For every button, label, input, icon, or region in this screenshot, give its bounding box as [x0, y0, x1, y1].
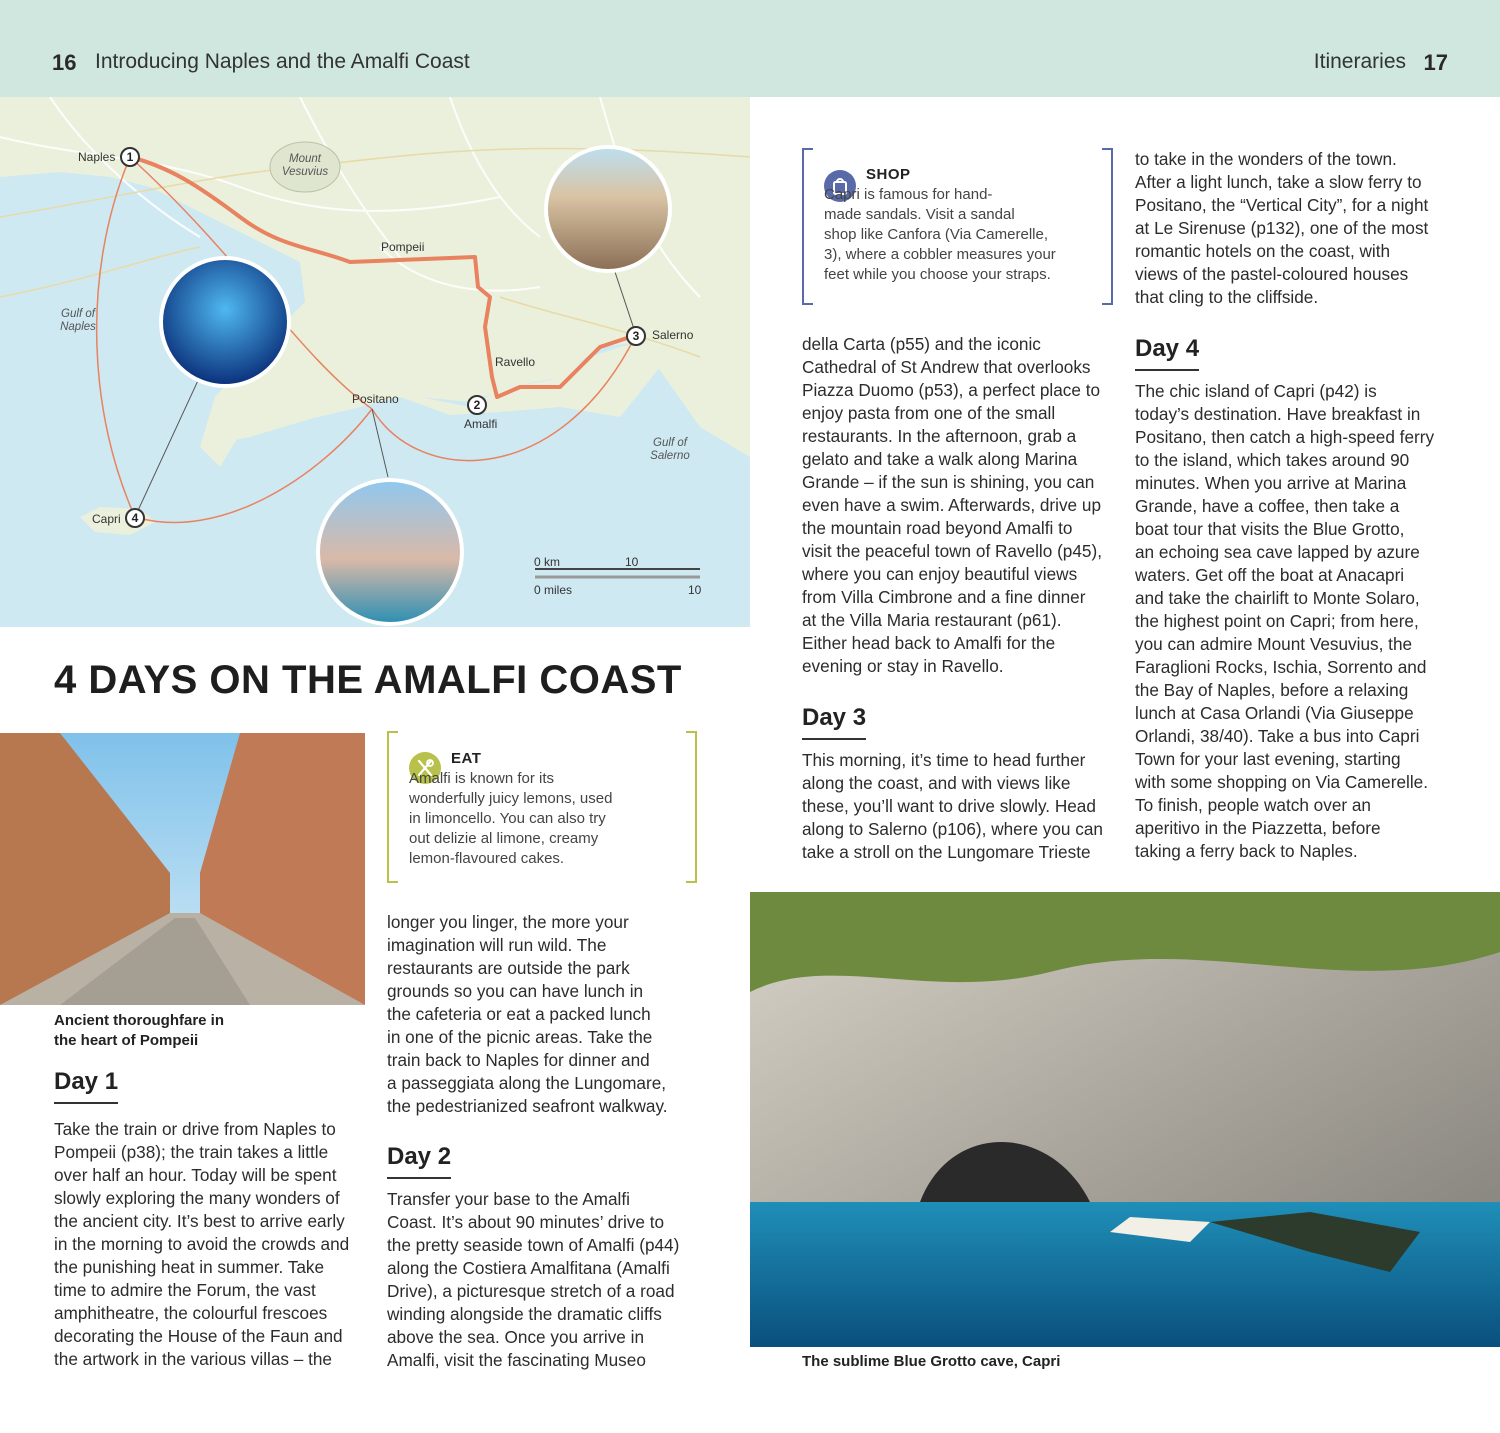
map-pin-4: 4 [125, 508, 145, 528]
day2-heading [387, 1143, 451, 1179]
map-label-positano: Positano [352, 392, 399, 406]
scale-km-label: 0 km [534, 555, 561, 569]
map-label-salerno: Salerno [652, 328, 694, 342]
day1-heading [54, 1068, 118, 1104]
shop-bracket-left [802, 148, 814, 305]
eat-box-text: Amalfi is known for its wonderfully juicy lemons, used in limoncello. You can also try out delizie al limone, creamy lemon-flavoured cakes. [409, 770, 613, 867]
eat-box-title: EAT [451, 750, 482, 767]
blue-grotto-caption: The sublime Blue Grotto cave, Capri [802, 1353, 1061, 1370]
map-label-gulf-of-naples: Gulf of Naples [60, 308, 96, 333]
pompeii-photo [0, 733, 365, 1005]
day1-heading-text: Day 1 [54, 1068, 118, 1104]
day4-heading-text: Day 4 [1135, 335, 1199, 371]
map-label-vesuvius: Mount Vesuvius [281, 153, 329, 178]
map-label-gulf-of-salerno: Gulf of Salerno [650, 437, 690, 462]
col4-continued-text: to take in the wonders of the town. After a light lunch, take a slow ferry to Positano, the “Vertical City”, for a night at Le Sirenuse (p132), one of the most romantic hotels on the coast, with views of the pastel-coloured houses that cling to the cliffside. [1135, 149, 1429, 307]
shop-box-title: SHOP [866, 166, 911, 183]
day2-text: Transfer your base to the Amalfi Coast. It’s about 90 minutes’ drive to the pretty seaside town of Amalfi (p44) along the Costiera Amalfitana (Amalfi Drive), a picturesque stretch of a road winding alongside the dramatic cliffs above the sea. Once you arrive in Amalfi, visit the fascinating Museo [387, 1189, 680, 1370]
map-label-amalfi: Amalfi [464, 417, 498, 431]
shop-box-text: Capri is famous for hand- made sandals. Visit a sandal shop like Canfora (Via Camerelle, 3), where a cobbler measures your feet while you choose your straps. [824, 186, 1056, 283]
map-label-ravello: Ravello [495, 355, 536, 369]
map-pin-1: 1 [120, 147, 140, 167]
scale-mi-label: 0 miles [534, 583, 573, 597]
blue-grotto-photo-graphic [750, 892, 1500, 1347]
eat-bracket-right [685, 731, 697, 883]
itinerary-map [0, 97, 750, 627]
right-running-title: Itineraries [1313, 50, 1406, 73]
pompeii-photo-graphic [0, 733, 365, 1005]
day4-heading [1135, 335, 1199, 371]
day2-heading-text: Day 2 [387, 1143, 451, 1179]
day3-text: This morning, it’s time to head further along the coast, and with views like these, you’ll want to drive slowly. Head along to Salerno (p106), where you can take a stroll on the Lungomare Trieste [802, 750, 1103, 862]
map-label-pompeii: Pompeii [381, 240, 425, 254]
day1-text: Take the train or drive from Naples to Pompeii (p38); the train takes a little over half an hour. Today will be spent slowly exploring the many wonders of the ancient city. It’s best to arrive early in the morning to avoid the crowds and the punishing heat in summer. Take time to admire the Forum, the vast amphitheatre, the colourful frescoes decorating the House of the Faun and the artwork in the various villas – the [54, 1119, 350, 1369]
day4-text: The chic island of Capri (p42) is today’s destination. Have breakfast in Positano, then catch a high-speed ferry to the island, which takes around 90 minutes. When you arrive at Marina Grande, have a coffee, then take a boat tour that visits the Blue Grotto, an echoing sea cave lapped by azure waters. Get off the boat at Anacapri and take the chairlift to Monte Solaro, the highest point on Capri; from here, you can admire Mount Vesuvius, the Faraglioni Rocks, Ischia, Sorrento and the Bay of Naples, before a relaxing lunch at Casa Orlandi (Via Giuseppe Orlandi, 38/40). Take a bus into Capri Town for your last evening, starting with some shopping on Via Camerelle. To finish, people watch over an aperitivo in the Piazzetta, before taking a ferry back to Naples. [1135, 381, 1435, 861]
pompeii-caption: Ancient thoroughfare in the heart of Pompeii [54, 1012, 224, 1049]
col3-continued-text: della Carta (p55) and the iconic Cathedral of St Andrew that overlooks Piazza Duomo (p53), a perfect place to enjoy pasta from one of the small restaurants. In the afternoon, grab a gelato and take a walk along Marina Grande – if the sun is shining, you can even have a swim. Afterwards, drive up the mountain road beyond Amalfi to visit the peaceful town of Ravello (p45), where you can enjoy beautiful views from Villa Cimbrone and a fine dinner at the Villa Maria restaurant (p61). Either head back to Amalfi for the evening or stay in Ravello. [802, 334, 1102, 676]
col2-continued-text: longer you linger, the more your imagination will run wild. The restaurants are outside the park grounds so you can have lunch in the cafeteria or eat a packed lunch in one of the picnic areas. Take the train back to Naples for dinner and a passeggiata along the Lungomare, the pedestrianized seafront walkway. [387, 912, 668, 1116]
map-label-naples: Naples [78, 150, 116, 164]
left-running-title: Introducing Naples and the Amalfi Coast [95, 50, 470, 73]
article-title: 4 DAYS ON THE AMALFI COAST [54, 658, 682, 702]
map-pin-3: 3 [626, 326, 646, 346]
map-label-capri: Capri [92, 512, 121, 526]
shop-bracket-right [1101, 148, 1113, 305]
blue-grotto-photo [750, 892, 1500, 1347]
scale-mi-value: 10 [688, 583, 702, 597]
page-header [0, 0, 1500, 97]
scale-km-value: 10 [625, 555, 639, 569]
map-pin-2: 2 [467, 395, 487, 415]
day3-heading-text: Day 3 [802, 704, 866, 740]
eat-bracket-left [387, 731, 399, 883]
map-graphic [0, 97, 750, 627]
day3-heading [802, 704, 866, 740]
left-page-number: 16 [52, 50, 77, 75]
right-page-number: 17 [1423, 50, 1448, 75]
